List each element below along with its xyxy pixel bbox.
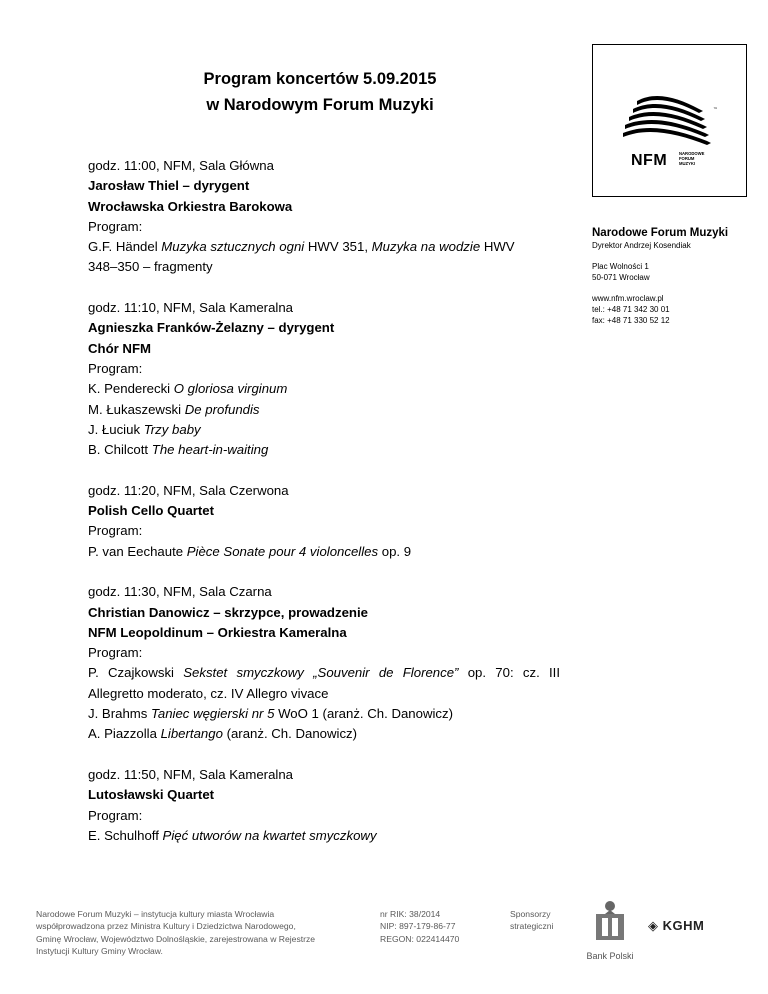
address-line: 50-071 Wrocław [592, 273, 650, 282]
program-item: M. Łukaszewski De profundis [88, 401, 260, 417]
svg-text:™: ™ [713, 107, 718, 113]
program-item: K. Penderecki O gloriosa virginum [88, 381, 288, 397]
concert-block [88, 298, 560, 460]
nfm-logo-subtitle: NARODOWE FORUM MUZYKI [679, 151, 705, 166]
pko-piggy-icon [592, 900, 628, 944]
program-label: Program: [88, 645, 143, 661]
footer-sponsors-label: Sponsorzy strategiczni [510, 909, 554, 932]
program-label: Program: [88, 523, 143, 539]
performer: Wrocławska Orkiestra Barokowa [88, 198, 293, 214]
page-title [150, 66, 490, 118]
program-label: Program: [88, 218, 143, 234]
program-label: Program: [88, 807, 143, 823]
program-item: Allegretto moderato, cz. IV Allegro vivace [88, 685, 329, 701]
concert-time: godz. 11:50, NFM, Sala Kameralna [88, 766, 293, 782]
address-line: Plac Wolności 1 [592, 262, 649, 271]
title-line-1: Program koncertów 5.09.2015 [203, 70, 437, 88]
program-item: E. Schulhoff Pięć utworów na kwartet smyczkowy [88, 827, 377, 843]
concert-time: godz. 11:10, NFM, Sala Kameralna [88, 300, 293, 316]
kghm-logo: ◈ KGHM [648, 918, 705, 933]
kghm-symbol-icon: ◈ [648, 918, 659, 933]
org-name: Narodowe Forum Muzyki [592, 227, 729, 239]
program-item: A. Piazzolla Libertango (aranż. Ch. Danowicz) [88, 726, 358, 742]
program-item: J. Łuciuk Trzy baby [88, 421, 201, 437]
concert-block [88, 582, 560, 744]
phone: tel.: +48 71 342 30 01 [592, 305, 670, 314]
title-line-2: w Narodowym Forum Muzyki [206, 96, 434, 114]
pko-bank-logo: Bank Polski [582, 900, 638, 961]
director: Dyrektor Andrzej Kosendiak [592, 241, 691, 250]
performer: Jarosław Thiel – dyrygent [88, 178, 250, 194]
concert-time: godz. 11:30, NFM, Sala Czarna [88, 584, 272, 600]
performer: Lutosławski Quartet [88, 787, 215, 803]
concert-block [88, 765, 560, 846]
program-item: P. van Eechaute Pièce Sonate pour 4 violoncelles op. 9 [88, 543, 412, 559]
program-item: J. Brahms Taniec węgierski nr 5 WoO 1 (aranż. Ch. Danowicz) [88, 706, 454, 722]
concert-block [88, 481, 560, 562]
performer: Agnieszka Franków-Żelazny – dyrygent [88, 320, 335, 336]
concert-time: godz. 11:20, NFM, Sala Czerwona [88, 482, 289, 498]
nfm-logo [592, 44, 747, 197]
program-item: B. Chilcott The heart-in-waiting [88, 442, 269, 458]
program-item: 348–350 – fragmenty [88, 259, 213, 275]
performer: Christian Danowicz – skrzypce, prowadzenie [88, 604, 368, 620]
nfm-logo-text: NFM [631, 152, 668, 169]
nfm-wave-icon [615, 87, 727, 147]
contact-sidebar [592, 226, 752, 326]
concert-time: godz. 11:00, NFM, Sala Główna [88, 158, 274, 173]
footer-institution-info: Narodowe Forum Muzyki – instytucja kultury miasta Wrocławia współprowadzona przez Ministra Kultury i Dziedzictwa Narodowego, Gminę Wrocław, Województwo Dolnośląskie, zarejestrowana w Rejestrze Instytucji Kultury Gminy Wrocław. [36, 909, 316, 957]
concert-block [88, 156, 560, 278]
program-label: Program: [88, 360, 143, 376]
fax: fax: +48 71 330 52 12 [592, 316, 670, 325]
program-item: G.F. Händel Muzyka sztucznych ogni HWV 351, Muzyka na wodzie HWV [88, 239, 515, 255]
performer: NFM Leopoldinum – Orkiestra Kameralna [88, 624, 347, 640]
program-item: P. Czajkowski Sekstet smyczkowy „Souvenir de Florence” op. 70: cz. III [88, 665, 560, 681]
footer-registration: nr RIK: 38/2014 NIP: 897-179-86-77 REGON: 022414470 [380, 909, 460, 944]
performer: Polish Cello Quartet [88, 503, 215, 519]
performer: Chór NFM [88, 340, 151, 356]
website-link[interactable]: www.nfm.wroclaw.pl [592, 294, 664, 303]
concert-program [88, 156, 560, 846]
